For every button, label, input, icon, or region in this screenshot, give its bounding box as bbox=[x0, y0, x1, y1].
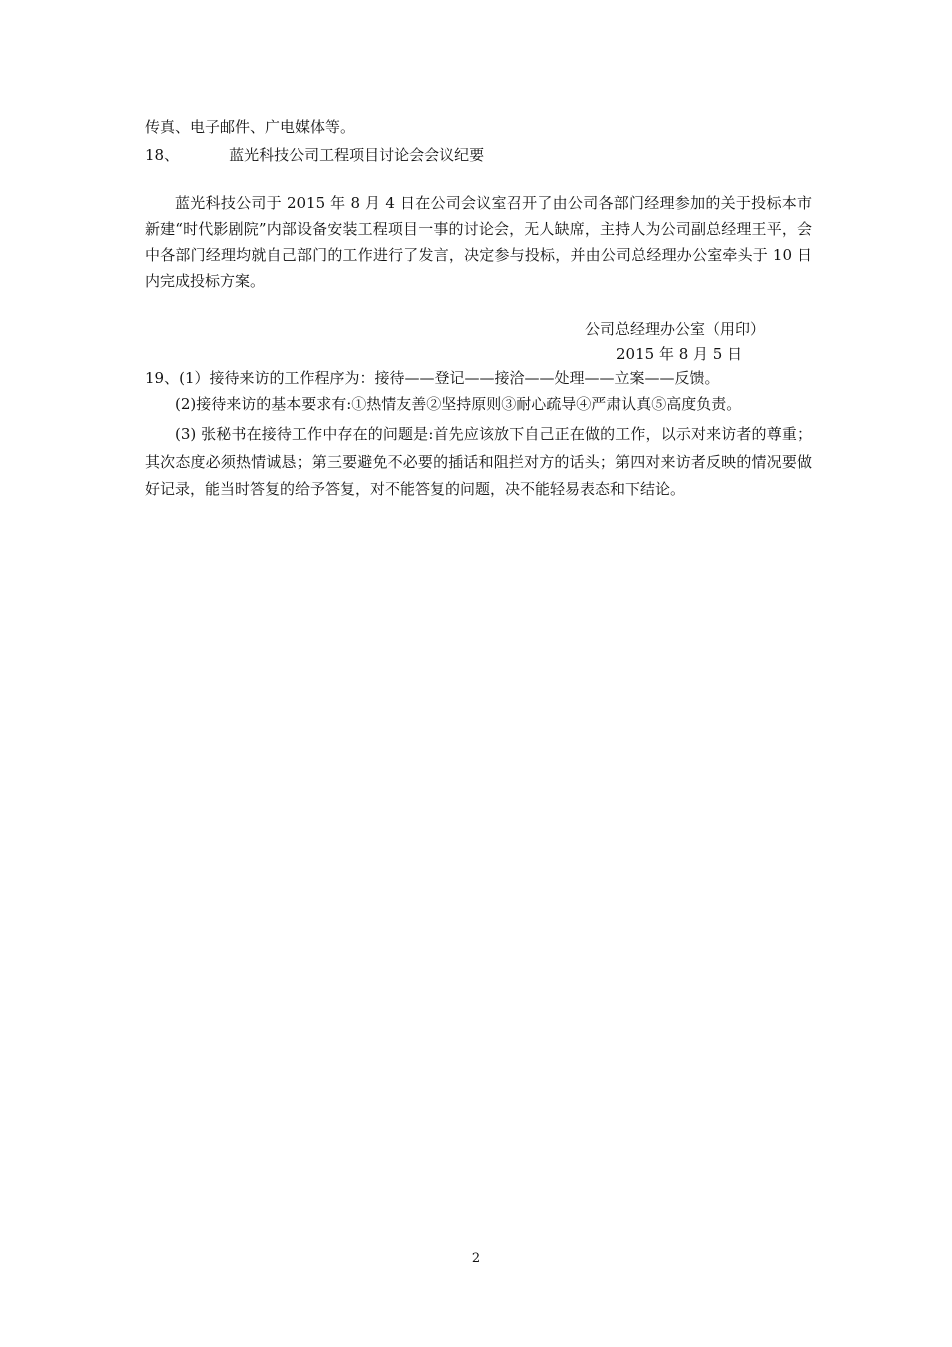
q19-part3: (3) 张秘书在接待工作中存在的问题是:首先应该放下自己正在做的工作，以示对来访者的尊重；其次态度必须热情诚恳；第三要避免不必要的插话和阻拦对方的话头；第四对来访者反映的情况要做好记录，能当时答复的给予答复，对不能答复的问题，决不能轻易表态和下结论。 bbox=[145, 425, 812, 498]
q18-number: 18、 bbox=[145, 146, 180, 164]
q18-title: 蓝光科技公司工程项目讨论会会议纪要 bbox=[229, 146, 485, 164]
q18-body: 蓝光科技公司于 2015 年 8 月 4 日在公司会议室召开了由公司各部门经理参加的关于投标本市新建“时代影剧院”内部设备安装工程项目一事的讨论会，无人缺席，主持人为公司副总经理王平，会中各部门经理均就自己部门的工作进行了发言，决定参与投标，并由公司总经理办公室牵头于 10 日内完成投标方案。 bbox=[145, 194, 812, 290]
q18-date: 2015 年 8 月 5 日 bbox=[616, 345, 743, 363]
q18-heading bbox=[145, 145, 484, 165]
q18-signature: 公司总经理办公室（用印） bbox=[585, 320, 766, 338]
page-number: 2 bbox=[471, 1251, 481, 1266]
q19-part1: 19、(1）接待来访的工作程序为：接待——登记——接洽——处理——立案——反馈。 bbox=[145, 369, 720, 387]
q19-part2: (2)接待来访的基本要求有:①热情友善②坚持原则③耐心疏导④严肃认真⑤高度负责。 bbox=[175, 395, 742, 413]
continuation-line: 传真、电子邮件、广电媒体等。 bbox=[145, 118, 356, 136]
